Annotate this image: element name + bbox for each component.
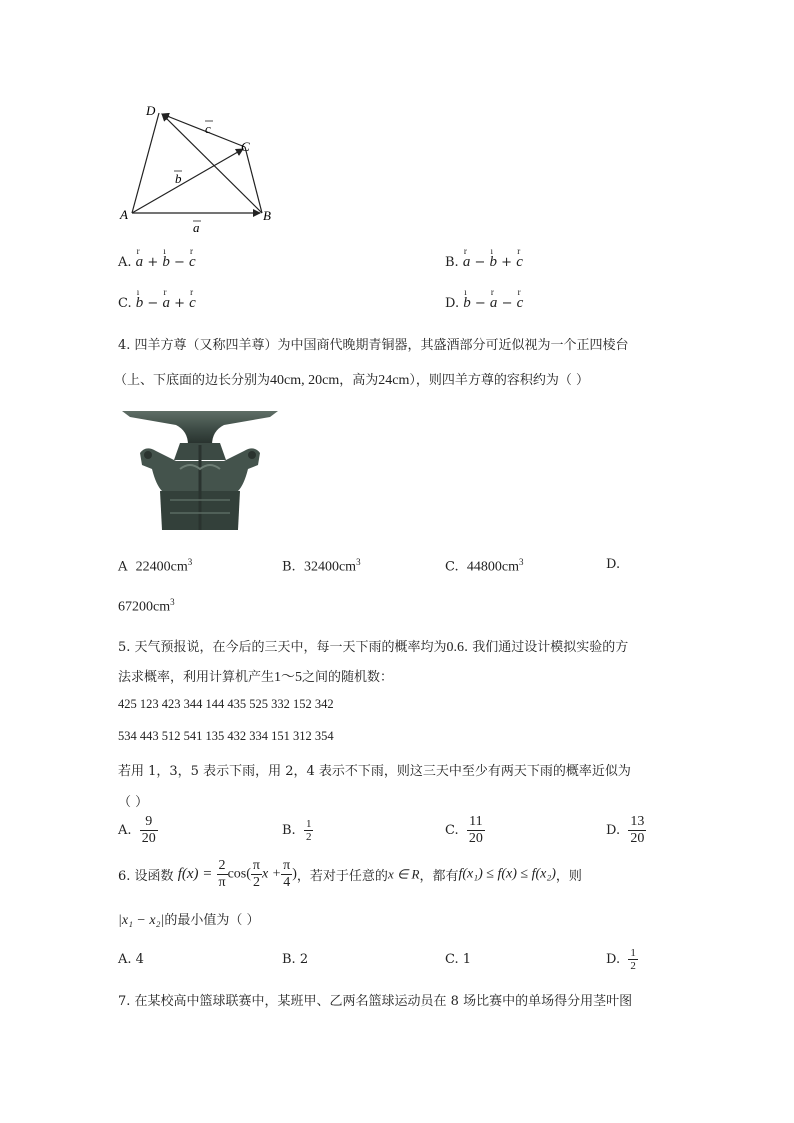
edge-cb (245, 147, 262, 213)
vector-b (132, 149, 243, 213)
label-vec-c: c (205, 121, 211, 136)
q4-stem-line1: 4. 四羊方尊（又称四羊尊）为中国商代晚期青铜器，其盛酒部分可近似视为一个正四棱台 (118, 338, 629, 353)
q4-option-d-value[interactable]: $67200cm^3$ (118, 597, 175, 615)
label-d: D (146, 103, 156, 118)
q5-answer-paren: （ ） (118, 795, 149, 810)
q4-option-b[interactable]: B. $32400cm^3$ (282, 557, 361, 575)
q4-option-a[interactable]: A $22400cm^3$ (118, 557, 193, 575)
q6-option-c[interactable]: C. 1 (445, 952, 472, 967)
q3-option-c[interactable]: C. ı b − r a + r c (118, 287, 196, 311)
q5-option-c[interactable]: C. $\frac{11}{20}$ (445, 814, 483, 846)
edge-ad (132, 113, 159, 213)
label-vec-b: b (175, 171, 182, 186)
vector-figure (110, 95, 290, 235)
q5-random-numbers-1: 425 123 423 344 144 435 525 332 152 342 (118, 697, 334, 711)
q5-stem-line1: 5. 天气预报说，在今后的三天中，每一天下雨的概率均为0.6. 我们通过设计模拟实验的方 (118, 640, 629, 655)
q6-option-a[interactable]: A. 4 (118, 952, 144, 967)
label-b: B (263, 208, 271, 223)
vector-c (162, 114, 245, 147)
q5-option-b[interactable]: B. $\frac{1}{2}$ (282, 818, 312, 843)
diagonal-db (162, 114, 262, 213)
q5-stem-line3: 若用 1，3，5 表示下雨，用 2，4 表示不下雨，则这三天中至少有两天下雨的概率近似为 (118, 764, 631, 779)
q3-option-d[interactable]: D. ı b − r a − r c (445, 287, 524, 311)
q3-option-a[interactable]: A. r a + ı b − r c (118, 246, 196, 270)
label-vec-a: a (193, 220, 200, 235)
q5-stem-line2: 法求概率，利用计算机产生1～5之间的随机数： (118, 670, 394, 685)
q5-option-d[interactable]: D. $\frac{13}{20}$ (606, 814, 645, 846)
q6-stem-line2: |x₁ − x₂|的最小值为（ ） (118, 913, 260, 928)
q4-option-d-letter[interactable]: D. (606, 557, 621, 572)
q4-stem-line2: （上、下底面的边长分别为40cm, 20cm，高为24cm），则四羊方尊的容积约为（ ） (114, 373, 589, 388)
q6-option-b[interactable]: B. 2 (282, 952, 309, 967)
q3-option-b[interactable]: B. r a − ı b + r c (445, 246, 523, 270)
label-a: A (120, 207, 128, 222)
four-goat-square-zun-image (120, 405, 280, 533)
label-c: C (241, 139, 250, 154)
q6-stem-line1: 6. 设函数 f(x) = $\frac{2}{\pi}$ cos( $\frac{\pi}{2}$ x + $\frac{\pi}{4}$ )，若对于任意的x ∈ R，都有f(x₁) ≤ f(x) ≤ f(x₂)，则 (118, 858, 582, 890)
q5-option-a[interactable]: A. $\frac{9}{20}$ (118, 814, 156, 846)
q4-option-c[interactable]: C. $44800cm^3$ (445, 557, 524, 575)
q6-option-d[interactable]: D. $\frac{1}{2}$ (606, 947, 636, 972)
q7-stem-line1: 7. 在某校高中篮球联赛中，某班甲、乙两名篮球运动员在 8 场比赛中的单场得分用茎叶图 (118, 994, 633, 1009)
q5-random-numbers-2: 534 443 512 541 135 432 334 151 312 354 (118, 729, 334, 743)
